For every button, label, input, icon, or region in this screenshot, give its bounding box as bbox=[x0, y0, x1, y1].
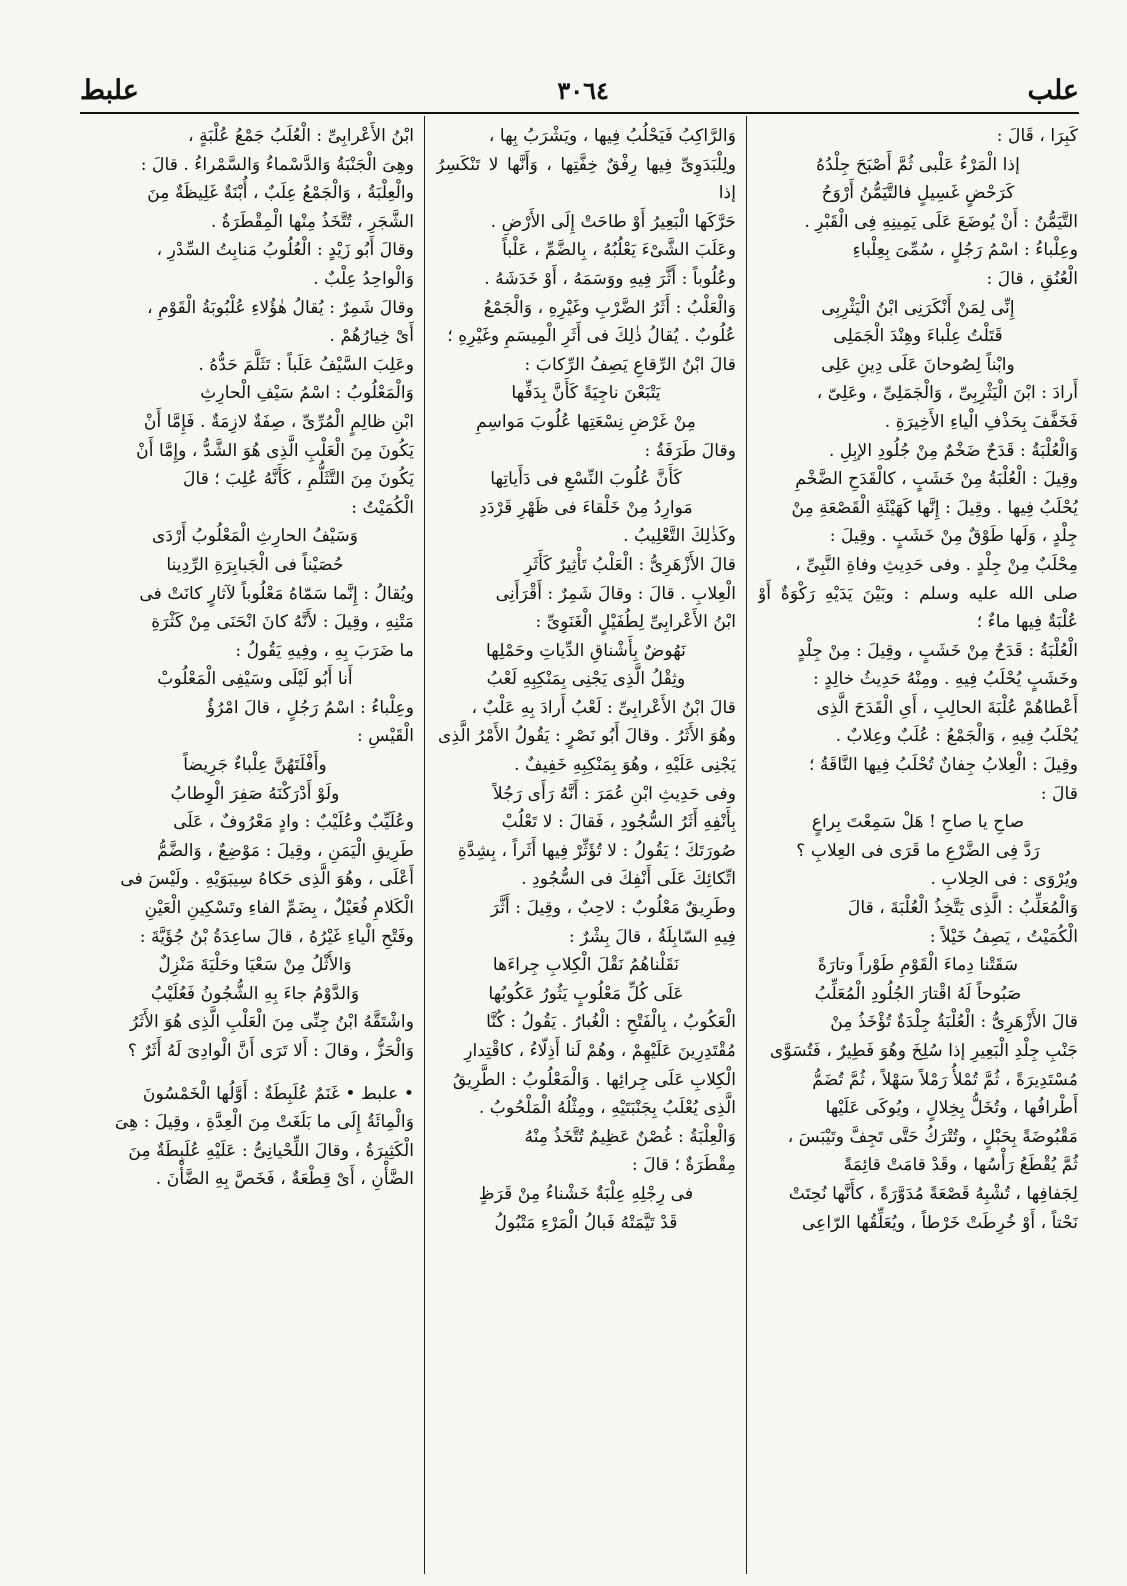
text-line: صَبُوحاً لَهُ اقْتارَ الجُلُودِ الْمُعَلِّبُ bbox=[814, 983, 1022, 1004]
text-line: وَالرَّاكِبُ فَيَحْلُبُ فِيها ، ويَشْرَبُ بِها ، bbox=[488, 126, 736, 146]
header-left-keyword: علبط bbox=[80, 74, 139, 106]
text-line: وقالَ شَمِرٌ : يُقالُ هٰؤُلاءِ عُلْبُوبَةُ الْقَوْمِ ، bbox=[147, 297, 414, 318]
text-line: وقِيلَ : الْعِلابُ جِفانٌ تُحْلَبُ فِيها النَّاقَةُ ؛ bbox=[808, 755, 1078, 776]
text-line: فى رِجْلِهِ عِلْبَةٌ خَشْناءُ مِنْ قَرَظٍ bbox=[478, 1183, 694, 1204]
text-line: إِنِّى لِمَنْ أَنْكَرَنِى ابْنُ الْيَثْرِبِى bbox=[821, 297, 1015, 318]
text-line: سَقَتْنا دِماءَ الْقَوْمِ طَوْراً وتارَةً bbox=[817, 955, 1019, 976]
text-line: وقالَ أَبُو زَيْدٍ : الْعُلُوبُ مَنابِتُ السِّدْرِ ، bbox=[156, 240, 414, 261]
text-line: فِيهِ السّابِلَةُ ، قالَ بِشْرٌ : bbox=[568, 926, 736, 947]
column-divider bbox=[746, 116, 747, 1574]
text-line: نَقَلْناهُمُ نَقْلَ الْكِلابِ جِراءَها bbox=[492, 955, 680, 976]
text-line: يُحْلَبُ فِيهِ ، وَالْجَمْعُ : عُلَبٌ وعِلابٌ . bbox=[835, 726, 1078, 747]
text-column-right bbox=[758, 122, 1078, 1572]
text-line: مَتْنِهِ ، وقِيلَ : لأَنَّهُ كانَ انْحَنَى مِنْ كَثْرَةِ bbox=[151, 612, 414, 633]
text-line: ابْنِ ظالِمٍ الْمُرِّىِّ ، صِفَةٌ لازِمَةٌ . فَإِمَّا أَنْ bbox=[143, 411, 414, 432]
text-line: التَّيَمُّنُ : أَنْ يُوضَعَ عَلَى يَمِينِهِ فِى الْقَبْرِ . bbox=[804, 211, 1078, 232]
text-line: الَّذِى يُعْلَبُ بِجَنْبَتَيْهِ ، ومِثْلُهُ الْمَلْحُوبُ . bbox=[478, 1098, 736, 1119]
column-divider bbox=[424, 116, 425, 1574]
text-line: وَالْعَلْبُ : أَثَرُ الضَّرْبِ وغَيْرِهِ ، وَالْجَمْعُ bbox=[483, 297, 736, 318]
text-line: والْعِلْبَةُ ، وَالْجَمْعُ عِلَبٌ ، أُبْنَةٌ غَلِيظَةٌ مِنَ bbox=[147, 183, 414, 204]
text-column-middle bbox=[436, 122, 736, 1572]
text-line: وعِلْباءُ : اسْمُ رَجُلٍ ، قالَ امْرُؤُ bbox=[206, 697, 414, 718]
text-line: وخَشَبٍ يُحْلَبُ فِيهِ . ومِنْهُ حَدِيثُ خالِدٍ : bbox=[812, 669, 1078, 690]
text-line: وعَلَبَ الشَّىْءَ يَعْلُبُهُ ، بِالضَّمِّ ، عَلْباً bbox=[502, 240, 736, 261]
text-line: مُسْتَدِيرَةً ، ثُمَّ تُمْلأُ رَمْلاً سَهْلاً ، ثُمَّ تُضَمُّ bbox=[812, 1069, 1078, 1090]
text-line: يَجْنِى عَلَيْهِ ، وهُوَ بِمَنْكِبِهِ خَفِيفٌ . bbox=[514, 755, 736, 776]
text-line: مِحْلَبٌ مِنْ جِلْدٍ . وفى حَدِيثِ وفاةِ النَّبِىِّ ، bbox=[795, 554, 1078, 575]
text-line: الْعِلابِ . قالَ : وقالَ شَمِرٌ : أَقْرَأَنِى bbox=[495, 583, 736, 604]
text-line: وَالْحَزُّ ، وقالَ : أَلا تَرَى أَنَّ الْوادِىَ لَهُ أَثَرٌ ؟ bbox=[127, 1041, 414, 1061]
text-line: مِقْطَرَةٌ ؛ قالَ : bbox=[631, 1155, 736, 1176]
text-line: وابْناً لِصُوحانَ عَلَى دِينِ عَلِى bbox=[821, 354, 1015, 375]
text-line: أَطْرافُها ، وتُخَلُّ بِخِلالٍ ، ويُوكَى عَلَيْها bbox=[825, 1098, 1078, 1119]
text-line: قالَ : bbox=[1040, 783, 1078, 804]
text-line: كَرَحْضٍ غَسِيلٍ فالتَّيَمُّنُ أَرْوَحُ bbox=[821, 183, 1015, 204]
text-line: الشَّجَرِ ، تُتَّخَذُ مِنْها الْمِقْطَرَةُ . bbox=[210, 211, 414, 232]
text-line: وفى حَدِيثِ ابْنِ عُمَرَ : أَنَّهُ رَأَى رَجُلاً bbox=[493, 783, 736, 804]
text-line: يَتْبَعْنَ ناجِيَةً كَأَنَّ بِدَفِّها bbox=[511, 383, 661, 404]
text-line: صُورَتَكَ ؛ يَقُولُ : لا تُؤَثِّرْ فِيها أَثَراً ، بِشِدَّةِ bbox=[457, 840, 736, 861]
text-line: وثِقْلُ الَّذِى يَجْنِى بِمَنْكِبِهِ لَعْبُ bbox=[486, 669, 686, 690]
text-line: ولِلْبَدَوِىِّ فِيها رِفْقٌ خِفَّتِها ، وَأَنَّها لا تَنْكَسِرُ إذا bbox=[436, 154, 736, 204]
text-line: • علبط • غَنَمٌ عُلَبِطَةٌ : أَوَّلُها الْخَمْسُونَ bbox=[142, 1083, 414, 1104]
text-line: ابْنُ الأَعْرابِىِّ لِطُفَيْلٍ الْغَنَوِىِّ : bbox=[535, 612, 736, 633]
text-line: ابْنُ الأَعْرابِىِّ : الْعُلَبُ جَمْعُ عُلْبَةٍ ، bbox=[188, 126, 414, 146]
text-line: أَرادَ : ابْنَ الْيَثْرِبِىِّ ، وَالْجَمَلِىِّ ، وعَلِىّ ، bbox=[816, 383, 1078, 404]
text-line: وَالْمَعْلُوبُ : اسْمُ سَيْفِ الْحارِثِ bbox=[200, 383, 414, 404]
text-line: وهِىَ الْجَنْبَةُ وَالدَّسْماءُ وَالسَّمْراءُ . قالَ : bbox=[140, 154, 414, 175]
text-line: جِلْدٍ ، وَلَها طَوْقٌ مِنْ خَشَبٍ . وقِيلَ : bbox=[829, 526, 1078, 547]
text-line: وهُوَ الأَثَرُ . وقالَ أَبُو نَصْرٍ : يَقُولُ الأَمْرُ الَّذِى bbox=[438, 726, 736, 747]
text-line: وَالدَّوْمُ جاءَ بِهِ الشُّجُونُ فَعُلَيْبُ bbox=[150, 983, 360, 1004]
text-line: نَحْتاً ، أَوْ خُرِطَتْ خَرْطاً ، ويُعَلِّقُها الرّاعِى bbox=[801, 1212, 1078, 1233]
header-rule bbox=[80, 112, 1079, 114]
text-line: صلى الله عليه وسلم : وبَيْنَ يَدَيْهِ رَكْوَةٌ أَوْ عُلْبَةٌ فِيها ماءٌ ؛ bbox=[758, 583, 1078, 633]
text-line: قَتَلْتُ عِلْباءَ وهِنْدَ الْجَمَلِى bbox=[833, 326, 1003, 347]
text-line: أَعْطاهُمْ عُلْبَةَ الحالِبِ ، أَىِ الْقَدَحَ الَّذِى bbox=[816, 697, 1078, 718]
text-line: مِنْ غَرْضِ نِسْعَتِها عُلُوبَ مَواسِمِ bbox=[476, 411, 696, 432]
text-line: وعُلَيِّبٌ وعُلَيْبٌ : وادٍ مَعْرُوفٌ ، عَلَى bbox=[173, 812, 414, 833]
text-line: يَكُونَ مِنَ الْعَلْبِ الَّذِى هُوَ الشَّدُّ ، وإِمَّا أَنْ bbox=[136, 440, 414, 461]
text-line: قَدْ تَيَّمَتْهُ فَبالُ الْمَرْءِ مَتْبُولُ bbox=[494, 1212, 678, 1233]
text-line: قالَ ابْنُ الرِّقاعِ يَصِفُ الرِّكابَ : bbox=[524, 354, 736, 375]
text-line: مَوارِدُ مِنْ خَلْقاءَ فى ظَهْرِ قَرْدَدِ bbox=[479, 497, 693, 518]
text-line: الْكَثِيرَةُ ، وقالَ اللِّحْيانِىُّ : عَلَيْهِ عُلَبِطَةٌ مِنَ bbox=[128, 1140, 414, 1161]
text-line: عُلُوبٌ . يُقالُ ذٰلِكَ فى أَثَرِ الْمِيسَمِ وغَيْرِهِ ؛ bbox=[447, 326, 736, 347]
page-header bbox=[80, 68, 1079, 112]
text-line: وعُلُوباً : أَثَّرَ فِيهِ ووَسَمَهُ ، أَوْ خَدَشَهُ . bbox=[484, 268, 736, 289]
text-line: وعِلْباءُ : اسْمُ رَجُلٍ ، سُمِّىَ بِعِلْباءِ bbox=[852, 240, 1078, 261]
text-line: الْكُمَيْتُ : bbox=[351, 497, 414, 518]
text-line: وَالْمِائَةُ إِلَى ما بَلَغَتْ مِنَ الْعِدَّةِ ، وقِيلَ : هِىَ bbox=[114, 1112, 414, 1133]
text-line: الضَّأْنِ ، أَىْ قِطْعَةٌ ، فَخَصَّ بِهِ الضَّأْنَ . bbox=[155, 1169, 414, 1190]
text-line: عَلَى كُلِّ مَعْلُوبٍ يَثُورُ عَكُوبُها bbox=[488, 983, 684, 1004]
text-line: حَرَّكَها الْبَعِيرُ أَوْ طاحَتْ إِلَى الأَرْضِ . bbox=[490, 211, 736, 232]
text-line: نَهُوضٌ بِأَشْناقِ الدِّياتِ وحَمْلِها bbox=[486, 640, 686, 661]
text-line: ولَوْ أَدْرَكْنَهُ صَفِرَ الْوِطابُ bbox=[170, 783, 340, 804]
text-line: وَالْمُعَلِّبُ : الَّذِى يَتَّخِذُ الْعُلْبَةَ ، قالَ bbox=[847, 898, 1078, 919]
text-line: الْعُلْبَةُ : قَدَحٌ مِنْ خَشَبٍ ، وقِيلَ : مِنْ جِلْدٍ bbox=[797, 640, 1078, 661]
text-line: لِجَفافِها ، تُشْبِهُ قَصْعَةً مُدَوَّرَةً ، كأَنَّها نُحِتَتْ bbox=[788, 1183, 1078, 1204]
text-line: كَبِرَا ، قَالَ : bbox=[996, 126, 1078, 146]
text-line: وَسَيْفُ الحارِثِ الْمَعْلُوبُ أَرْدَى bbox=[151, 526, 359, 547]
text-line: ويُقالُ : إِنَّما سَمّاهُ مَعْلُوباً لآثارٍ كانَتْ فى bbox=[139, 583, 414, 604]
text-column-left bbox=[96, 122, 414, 1572]
text-line: قالَ الأَزْهَرِىُّ : الْعَلْبُ تَأْثِيرٌ كَأَثَرِ bbox=[524, 554, 736, 575]
text-line: قالَ ابْنُ الأَعْرابِىِّ : لَعْبُ أَرادَ بِهِ عَلْبٌ ، bbox=[471, 697, 736, 718]
text-line: أَىْ خِيارُهُمْ . bbox=[329, 326, 414, 347]
text-line: حُصَيْناً فى الْجَبابِرَةِ الرِّدِينا bbox=[166, 554, 344, 575]
text-line: صاحِ يا صاحِ ! هَلْ سَمِعْتَ بِراعٍ bbox=[811, 812, 1025, 833]
text-line: يَكُونَ مِنَ التَّثَلُّمِ ، كَأَنَّهُ عُلِبَ ؛ قالَ bbox=[182, 469, 414, 490]
text-line: الْكِلابِ عَلَى جِرائِها . وَالْمَعْلُوبُ : الطَّرِيقُ bbox=[452, 1069, 736, 1090]
text-line: وقالَ طَرَفَةُ : bbox=[644, 440, 736, 461]
text-line: قالَ الأَزْهَرِىُّ : الْعُلْبَةُ جِلْدَةٌ تُؤْخَذُ مِنْ bbox=[830, 1012, 1078, 1033]
header-right-keyword: علب bbox=[1027, 74, 1079, 106]
text-line: وَالْعُلْبَةُ : قَدَحٌ ضَخْمٌ مِنْ جُلُودِ الإبِلِ . bbox=[828, 440, 1078, 461]
text-line: إذا الْمَرْءُ عَلْبى ثُمَّ أَصْبَحَ جِلْدُهُ bbox=[816, 154, 1020, 175]
text-line: الْعُنُقِ ، قالَ : bbox=[986, 268, 1078, 289]
text-line: وطَرِيقٌ مَعْلُوبٌ : لاحِبٌ ، وقِيلَ : أَثَّرَ bbox=[490, 898, 736, 919]
text-line: رَدَّ فِى الضَّرْعِ ما قَرَى فى العِلابِ ؟ bbox=[796, 840, 1040, 861]
text-line: جَنْبِ جِلْدِ الْبَعِيرِ إذا سُلِخَ وهُوَ فَطِيرٌ ، فَتُسَوَّى bbox=[769, 1041, 1078, 1061]
text-line: وَالأَثْلُ مِنْ سَعْيَا وحَلْيَةَ مَنْزِلٌ bbox=[158, 955, 352, 976]
text-line: الْكَلامِ فُعَيْلٌ ، بِضَمِّ الفاءِ وتَسْكِينِ الْعَيْنِ bbox=[144, 898, 414, 919]
page-number: ٣٠٦٤ bbox=[557, 75, 609, 105]
text-line: يُحْلَبُ فِيها . وقِيلَ : إِنَّها كَهَيْئَةِ الْقَصْعَةِ مِنْ bbox=[791, 497, 1078, 518]
text-line: طَرِيقِ الْيَمَنِ ، وقِيلَ : مَوْضِعٌ ، وَالضَّمُّ bbox=[157, 840, 414, 861]
text-line: الْعَكُوبُ ، بِالْفَتْحِ : الْغُبارُ . يَقُولُ : كُنَّا bbox=[486, 1012, 736, 1033]
text-line: بِأَنْفِهِ أَثَرُ السُّجُودِ ، فَقالَ : لا تَعْلُبْ bbox=[501, 812, 736, 833]
text-line: وقِيلَ : الْعُلْبَةُ مِنْ خَشَبٍ ، كالْقَدَحِ الضَّخْمِ bbox=[795, 469, 1078, 490]
text-line: فَخَفَّفَ بِحَذْفِ الْياءِ الأَخِيرَةِ . bbox=[884, 411, 1078, 432]
text-line: مَقْبُوضَةً بِحَبْلٍ ، وتُتْرَكُ حَتَّى تَجِفَّ وتَيْبَسَ ، bbox=[787, 1126, 1078, 1147]
text-line: وأَفْلَتَهُنَّ عِلْباءٌ جَرِيضاً bbox=[183, 755, 327, 776]
text-line: أَنا أَبُو لَيْلَى وسَيْفِى الْمَعْلُوبْ bbox=[157, 669, 353, 690]
text-line: وعَلِبَ السَّيْفُ عَلَباً : تَثَلَّمَ حَدُّهُ . bbox=[198, 354, 414, 375]
text-line: اتِّكائِكَ عَلَى أَنْفِكَ فى السُّجُودِ . bbox=[521, 869, 736, 890]
text-line: الْقَيْسِ : bbox=[356, 726, 414, 747]
text-line: وَالْواحِدُ عِلْبٌ . bbox=[313, 268, 414, 289]
text-line: مُقْتَدِرِينَ عَلَيْهِمْ ، وهُمْ لَنا أَذِلّاءُ ، كاقْتِدارِ bbox=[464, 1041, 736, 1061]
text-line: واشْتَقَّهُ ابْنُ جِنِّى مِنَ الْعَلْبِ الَّذِى هُوَ الأَثَرُ bbox=[129, 1012, 414, 1033]
text-line: ثُمَّ يُقْطَعُ رَأْسُها ، وقَدْ قامَتْ قائِمَةً bbox=[843, 1155, 1078, 1176]
text-line: ما ضَرَبَ بِهِ ، وفِيهِ يَقُولُ : bbox=[235, 640, 414, 661]
text-line: الْكُمَيْتُ ، يَصِفُ خَيْلاً : bbox=[929, 926, 1078, 947]
text-line: أَعْلَى ، وهُوَ الَّذِى حَكاهُ سِيبَوَيْهِ . ولَيْسَ فى bbox=[120, 869, 414, 890]
text-line: وَالْعِلْبَةُ : غُصْنٌ عَظِيمٌ تُتَّخَذُ مِنْهُ bbox=[524, 1126, 736, 1147]
text-line: ويُرْوَى : فى الحِلابِ . bbox=[930, 869, 1078, 890]
text-line: كَأَنَّ عُلُوبَ النِّسْعِ فى دَأَياتِها bbox=[490, 469, 682, 490]
text-line: وكَذٰلِكَ التَّعْلِيبُ . bbox=[623, 526, 736, 547]
text-line: وفَتْحِ الْياءِ غَيْرُهُ ، قالَ ساعِدَةُ بْنُ جُؤَيَّةَ : bbox=[139, 926, 414, 947]
